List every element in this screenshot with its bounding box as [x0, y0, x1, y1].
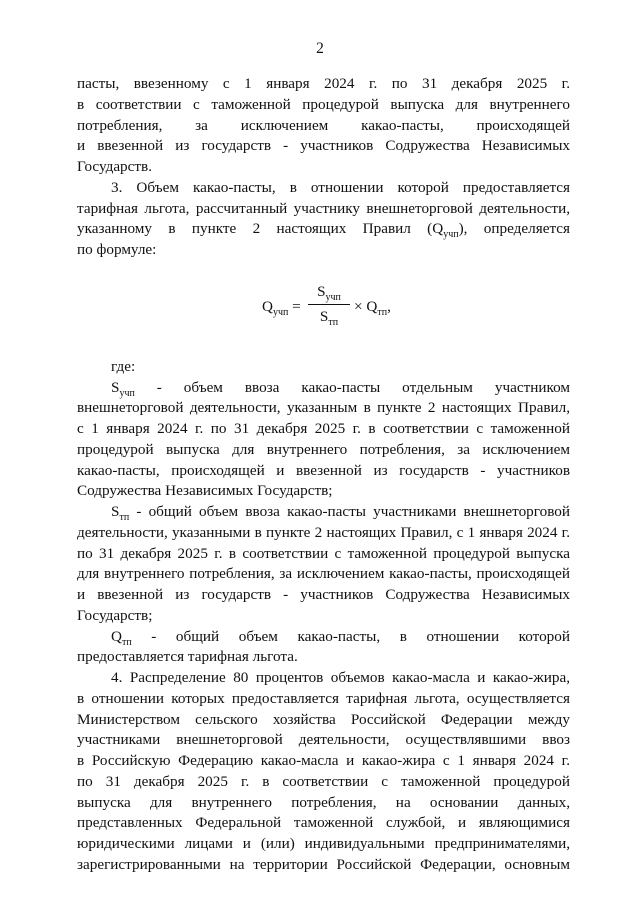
text-line: по формуле: — [77, 241, 157, 258]
formula-subscript: учп — [272, 306, 289, 318]
text-line: какао-пасты, происходящей и ввезенной из государств - участников — [77, 461, 570, 479]
text-line: зарегистрированными на территории Российской Федерации, основным — [77, 855, 570, 873]
formula-lhs — [262, 297, 301, 318]
text-line: Государств; — [77, 606, 153, 624]
text-line: потребления, за исключением какао-пасты, происходящей — [77, 116, 570, 134]
text-fragment: указанному в пункте 2 настоящих Правил (Q — [77, 220, 444, 238]
text-line: юридическими лицами и (или) индивидуальными предпринимателями, — [77, 835, 570, 852]
text-line: Содружества Независимых Государств; — [77, 482, 333, 500]
definition-symbol: S — [111, 503, 120, 520]
text-line: Министерством сельского хозяйства Российской Федерации между — [77, 710, 570, 728]
text-line: выпуска для внутреннего потребления, на основании данных, — [77, 793, 570, 811]
text-line: тарифная льгота, рассчитанный участнику внешнеторговой деятельности, — [77, 199, 570, 217]
where-label: где: — [111, 357, 136, 375]
definition-subscript: тп — [121, 636, 132, 648]
fraction-bar — [308, 304, 350, 305]
text-line: в Российскую Федерацию какао-масла и какао-жира с 1 января 2024 г. — [77, 752, 570, 769]
fraction-numerator — [308, 281, 350, 303]
text-fragment: ), определяется — [458, 220, 570, 238]
text-line: и ввезенной из государств - участников Содружества Независимых — [77, 586, 570, 603]
text-line: по 31 декабря 2025 г. в соответствии с таможенной процедурой выпуска — [77, 544, 570, 562]
text-line: с 1 января 2024 г. по 31 декабря 2025 г. в соответствии с таможенной — [77, 420, 570, 437]
text-line: представленных Федеральной таможенной службой, и являющимися — [77, 814, 570, 832]
definition-symbol: S — [111, 378, 120, 396]
formula-equals: = — [292, 297, 301, 315]
formula-symbol: Q — [262, 297, 273, 315]
text-line — [77, 219, 570, 240]
document-body — [77, 74, 570, 876]
text-fragment: - общий объем какао-пасты, в отношении которой — [131, 627, 570, 645]
text-fragment: - объем ввоза какао-пасты отдельным участником — [134, 378, 570, 396]
text-line: процедурой выпуска для внутреннего потребления, за исключением — [77, 440, 570, 458]
formula-symbol: Q — [366, 297, 378, 315]
text-line: в соответствии с таможенной процедурой выпуска для внутреннего — [77, 95, 570, 113]
text-line: в отношении которых предоставляется тарифная льгота, осуществляется — [77, 689, 570, 707]
definition-subscript: тп — [119, 512, 130, 523]
formula-fraction — [308, 281, 350, 328]
formula-subscript: тп — [377, 306, 388, 318]
formula-comma: , — [387, 297, 391, 315]
subscript: учп — [443, 229, 459, 241]
formula-symbol: S — [319, 307, 329, 325]
text-line: для внутреннего потребления, за исключением какао-пасты, происходящей — [77, 565, 570, 583]
text-line: пасты, ввезенному с 1 января 2024 г. по 31 декабря 2025 г. — [77, 75, 570, 92]
text-line: внешнеторговой деятельности, указанным в пункте 2 настоящих Правил, — [77, 399, 570, 417]
formula-block — [77, 269, 570, 345]
formula-symbol: S — [317, 282, 326, 300]
text-line: участниками внешнеторговой деятельности, осуществлявшими ввоз — [77, 731, 570, 749]
text-line: предоставляется тарифная льгота. — [77, 648, 298, 666]
text-line: деятельности, указанными в пункте 2 настоящих Правил, с 1 января 2024 г. — [77, 523, 570, 541]
text-line: Государств. — [77, 158, 153, 175]
text-line: 3. Объем какао-пасты, в отношении которой предоставляется — [111, 178, 570, 196]
text-fragment: - общий объем ввоза какао-пасты участниками внешнеторговой — [129, 503, 570, 520]
definition-symbol: Q — [111, 627, 122, 645]
formula-rhs — [354, 297, 391, 318]
formula-times: × — [354, 297, 363, 315]
formula-subscript: учп — [325, 291, 341, 303]
text-line: и ввезенной из государств - участников Содружества Независимых — [77, 137, 570, 155]
text-line: по 31 декабря 2025 г. в соответствии с таможенной процедурой — [77, 772, 570, 790]
page-number: 2 — [316, 40, 324, 57]
text-line: 4. Распределение 80 процентов объемов какао-масла и какао-жира, — [111, 669, 570, 686]
definition-subscript: учп — [119, 387, 135, 399]
fraction-denominator — [308, 306, 350, 328]
formula-subscript: тп — [328, 316, 339, 328]
definition-line — [77, 378, 570, 399]
definition-line — [77, 502, 570, 523]
definition-line — [77, 627, 570, 648]
